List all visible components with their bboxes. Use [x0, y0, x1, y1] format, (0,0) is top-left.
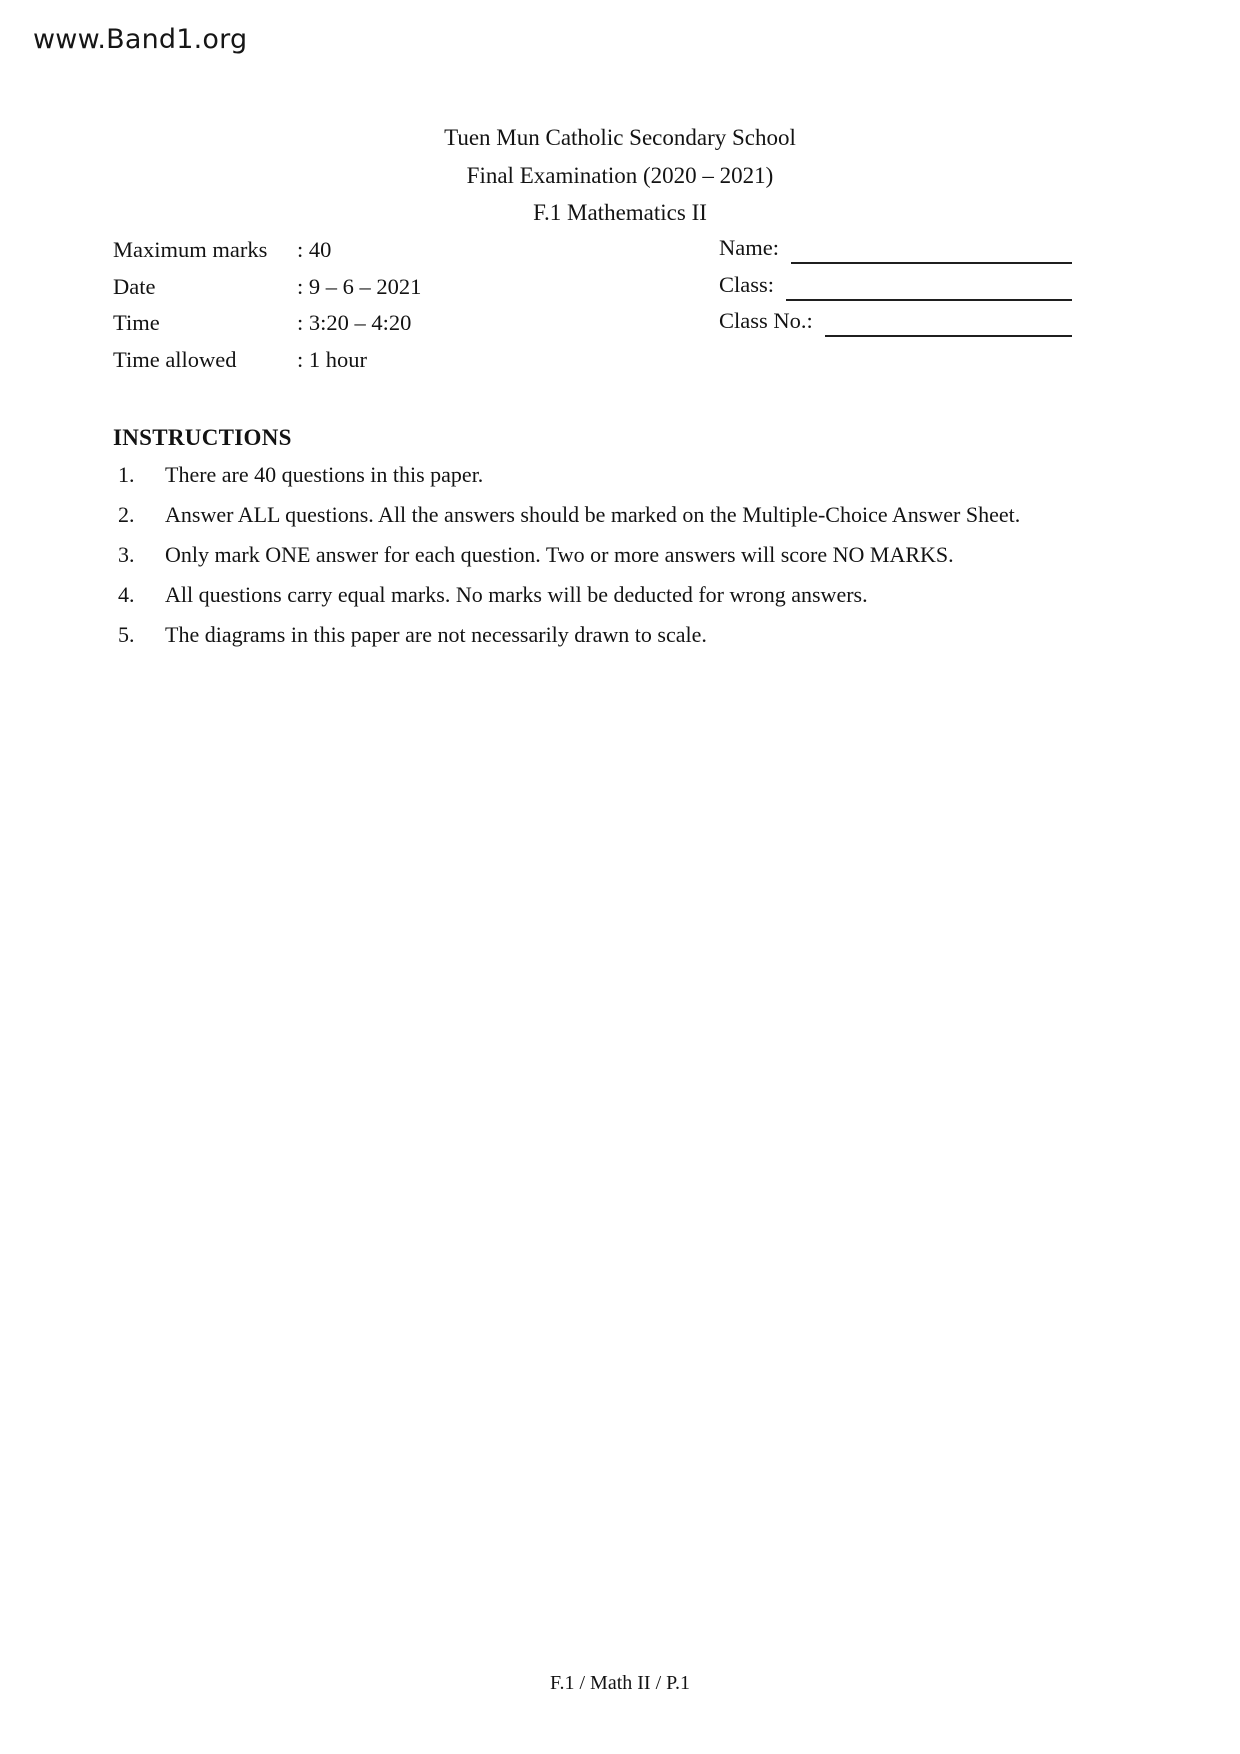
instruction-text: All questions carry equal marks. No marks will be deducted for wrong answers.	[165, 582, 868, 607]
info-row-date	[113, 269, 421, 306]
watermark-url: www.Band1.org	[33, 24, 248, 55]
class-field-row	[719, 269, 1072, 306]
class-no-field-row	[719, 305, 1072, 342]
student-info-block	[719, 232, 1072, 342]
page-footer: F.1 / Math II / P.1	[549, 1672, 691, 1694]
instruction-list	[113, 458, 1093, 652]
instructions-section	[113, 421, 1093, 658]
name-fill-line	[791, 232, 1072, 264]
info-row-maximum-marks	[113, 232, 421, 269]
instruction-text: Only mark ONE answer for each question. Two or more answers will score NO MARKS.	[165, 542, 954, 567]
name-field-row	[719, 232, 1072, 269]
exam-info-block	[113, 232, 421, 378]
info-row-time	[113, 305, 421, 342]
instruction-item-5	[113, 618, 1093, 652]
name-label: Name:	[719, 235, 779, 260]
instruction-text: Answer ALL questions. All the answers should be marked on the Multiple-Choice Answer Sheet.	[165, 502, 1021, 527]
time-allowed-value: : 1 hour	[297, 346, 367, 372]
instruction-item-1	[113, 458, 1093, 492]
instruction-number: 4.	[118, 582, 135, 607]
date-label: Date	[113, 273, 156, 299]
time-value: : 3:20 – 4:20	[297, 310, 412, 336]
instruction-item-4	[113, 578, 1093, 612]
instruction-item-3	[113, 538, 1093, 572]
instruction-number: 5.	[118, 622, 135, 647]
instruction-number: 1.	[118, 462, 135, 487]
instruction-number: 3.	[118, 542, 135, 567]
instruction-text: There are 40 questions in this paper.	[165, 462, 484, 487]
class-no-label: Class No.:	[719, 308, 813, 333]
paper-title: F.1 Mathematics II	[533, 200, 707, 225]
paper-header	[0, 119, 1240, 232]
info-row-time-allowed	[113, 342, 421, 379]
time-label: Time	[113, 310, 160, 336]
date-value: : 9 – 6 – 2021	[297, 273, 422, 299]
maximum-marks-label: Maximum marks	[113, 237, 268, 263]
class-label: Class:	[719, 271, 775, 297]
instruction-text: The diagrams in this paper are not necessarily drawn to scale.	[165, 622, 707, 647]
maximum-marks-value: : 40	[297, 237, 332, 263]
exam-title: Final Examination (2020 – 2021)	[466, 162, 774, 188]
time-allowed-label: Time allowed	[113, 346, 237, 372]
instructions-heading: INSTRUCTIONS	[113, 425, 292, 450]
instruction-number: 2.	[118, 502, 135, 527]
class-fill-line	[786, 269, 1072, 301]
school-name: Tuen Mun Catholic Secondary School	[444, 125, 796, 150]
class-no-fill-line	[825, 305, 1072, 337]
instruction-item-2	[113, 498, 1093, 532]
